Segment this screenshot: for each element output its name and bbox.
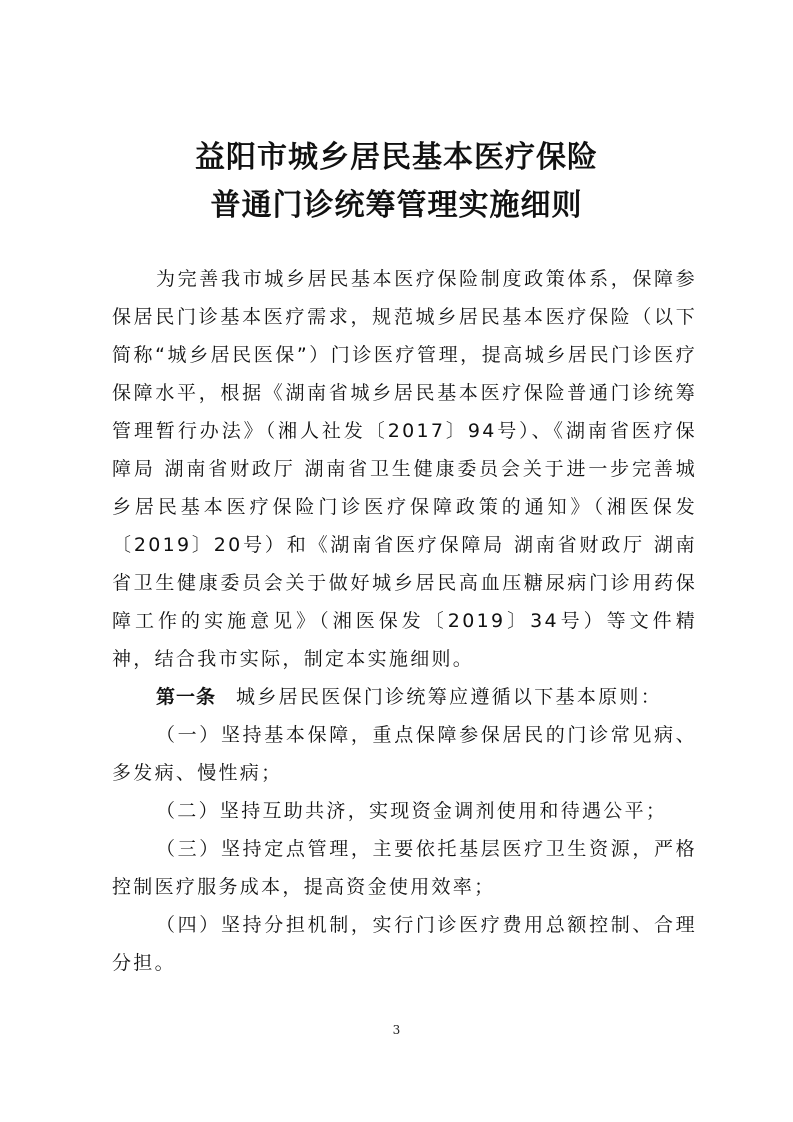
principle-2: （二）坚持互助共济，实现资金调剂使用和待遇公平；	[156, 800, 668, 822]
document-body	[112, 260, 697, 982]
article-1-text: 城乡居民医保门诊统筹应遵循以下基本原则：	[236, 686, 663, 708]
article-1-paragraph	[112, 678, 697, 716]
document-title-line-2: 普通门诊统筹管理实施细则	[210, 188, 583, 223]
principle-4: （四）坚持分担机制，实行门诊医疗费用总额控制、合理分担。	[112, 914, 697, 974]
article-1-label: 第一条	[156, 686, 217, 708]
principle-3: （三）坚持定点管理，主要依托基层医疗卫生资源，严格控制医疗服务成本，提高资金使用效率；	[112, 838, 697, 898]
intro-paragraph: 为完善我市城乡居民基本医疗保险制度政策体系，保障参保居民门诊基本医疗需求，规范城乡居民基本医疗保险（以下简称“城乡居民医保”）门诊医疗管理，提高城乡居民门诊医疗保障水平，根据《湖南省城乡居民基本医疗保险普通门诊统筹管理暂行办法》（湘人社发〔2017〕94号）、《湖南省医疗保障局 湖南省财政厅 湖南省卫生健康委员会关于进一步完善城乡居民基本医疗保险门诊医疗保障政策的通知》（湘医保发〔2019〕20号）和《湖南省医疗保障局 湖南省财政厅 湖南省卫生健康委员会关于做好城乡居民高血压糖尿病门诊用药保障工作的实施意见》（湘医保发〔2019〕34号）等文件精神，结合我市实际，制定本实施细则。	[112, 268, 697, 670]
document-title-line-1: 益阳市城乡居民基本医疗保险	[195, 140, 598, 175]
page-number: 3	[392, 1023, 401, 1037]
principle-1: （一）坚持基本保障，重点保障参保居民的门诊常见病、多发病、慢性病；	[112, 724, 697, 784]
